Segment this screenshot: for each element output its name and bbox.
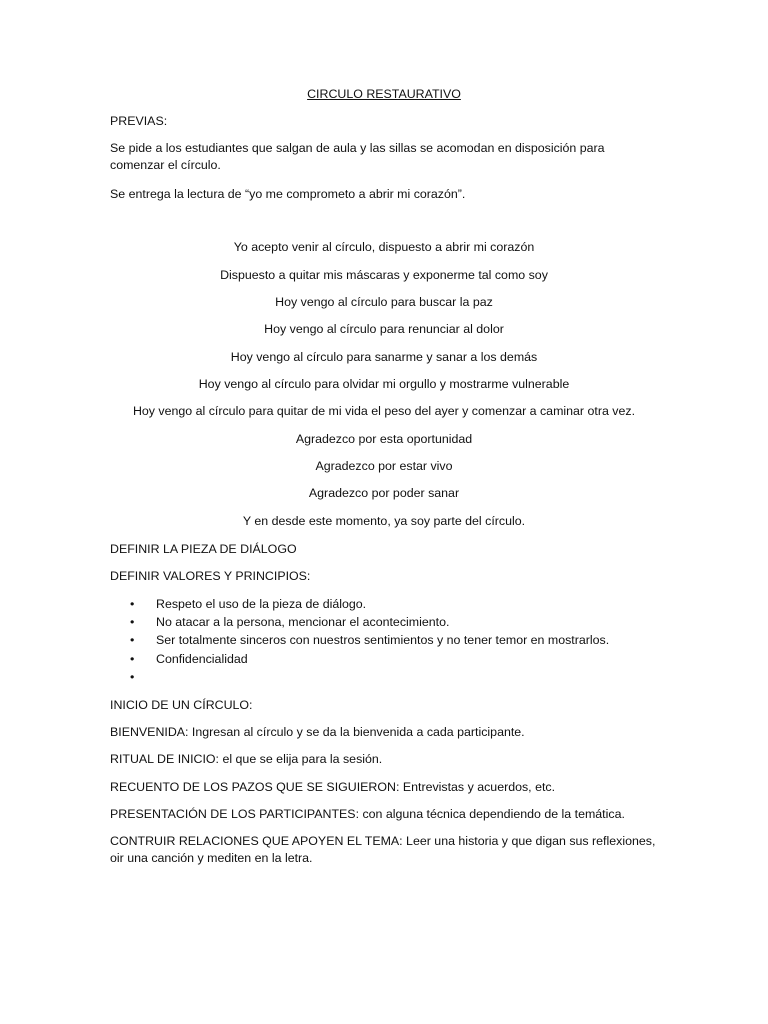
- bullet-icon: •: [130, 633, 135, 647]
- ritual-paragraph: RITUAL DE INICIO: el que se elija para la sesión.: [110, 752, 383, 766]
- inicio-heading: INICIO DE UN CÍRCULO:: [110, 698, 253, 712]
- poem-line: Agradezco por poder sanar: [308, 486, 460, 500]
- poem-line: Hoy vengo al círculo para renunciar al dolor: [264, 322, 504, 336]
- poem-line: Dispuesto a quitar mis máscaras y exponerme tal como soy: [220, 268, 548, 282]
- list-item-text: Respeto el uso de la pieza de diálogo.: [156, 597, 367, 611]
- bullet-icon: •: [130, 670, 135, 684]
- bullet-icon: •: [130, 597, 135, 611]
- bullet-icon: •: [130, 615, 135, 629]
- contruir-paragraph-line1: CONTRUIR RELACIONES QUE APOYEN EL TEMA: Leer una historia y que digan sus reflexiones,: [110, 834, 656, 848]
- poem-line: Hoy vengo al círculo para sanarme y sanar a los demás: [230, 350, 538, 364]
- previas-paragraph-line2: comenzar el círculo.: [110, 158, 221, 172]
- bienvenida-paragraph: BIENVENIDA: Ingresan al círculo y se da la bienvenida a cada participante.: [110, 725, 525, 739]
- list-item-text: No atacar a la persona, mencionar el acontecimiento.: [156, 615, 450, 629]
- poem-line: Yo acepto venir al círculo, dispuesto a abrir mi corazón: [233, 240, 535, 254]
- list-item: [130, 651, 248, 667]
- document-title: CIRCULO RESTAURATIVO: [307, 87, 461, 101]
- recuento-paragraph: RECUENTO DE LOS PAZOS QUE SE SIGUIERON: Entrevistas y acuerdos, etc.: [110, 780, 556, 794]
- poem-line: Agradezco por estar vivo: [315, 459, 453, 473]
- previas-heading: PREVIAS:: [110, 114, 168, 128]
- bullet-icon: •: [130, 652, 135, 666]
- list-item: [130, 632, 609, 648]
- contruir-paragraph-line2: oir una canción y mediten en la letra.: [110, 851, 313, 865]
- list-item-text: Ser totalmente sinceros con nuestros sentimientos y no tener temor en mostrarlos.: [156, 633, 610, 647]
- list-item-text: Confidencialidad: [156, 652, 248, 666]
- list-item: [130, 614, 449, 630]
- poem-line: Hoy vengo al círculo para olvidar mi orgullo y mostrarme vulnerable: [198, 377, 570, 391]
- presentacion-paragraph: PRESENTACIÓN DE LOS PARTICIPANTES: con alguna técnica dependiendo de la temática.: [110, 807, 625, 821]
- definir-valores-heading: DEFINIR VALORES Y PRINCIPIOS:: [110, 569, 311, 583]
- poem-line: Y en desde este momento, ya soy parte del círculo.: [242, 514, 526, 528]
- definir-pieza-heading: DEFINIR LA PIEZA DE DIÁLOGO: [110, 542, 297, 556]
- poem-line: Hoy vengo al círculo para quitar de mi vida el peso del ayer y comenzar a caminar otra vez.: [132, 404, 636, 418]
- list-item: [130, 669, 156, 685]
- list-item: [130, 596, 366, 612]
- poem-line: Hoy vengo al círculo para buscar la paz: [275, 295, 493, 309]
- poem-line: Agradezco por esta oportunidad: [295, 432, 473, 446]
- previas-paragraph-line1: Se pide a los estudiantes que salgan de aula y las sillas se acomodan en disposición para: [110, 141, 605, 155]
- lectura-paragraph: Se entrega la lectura de “yo me comprometo a abrir mi corazón”.: [110, 187, 466, 201]
